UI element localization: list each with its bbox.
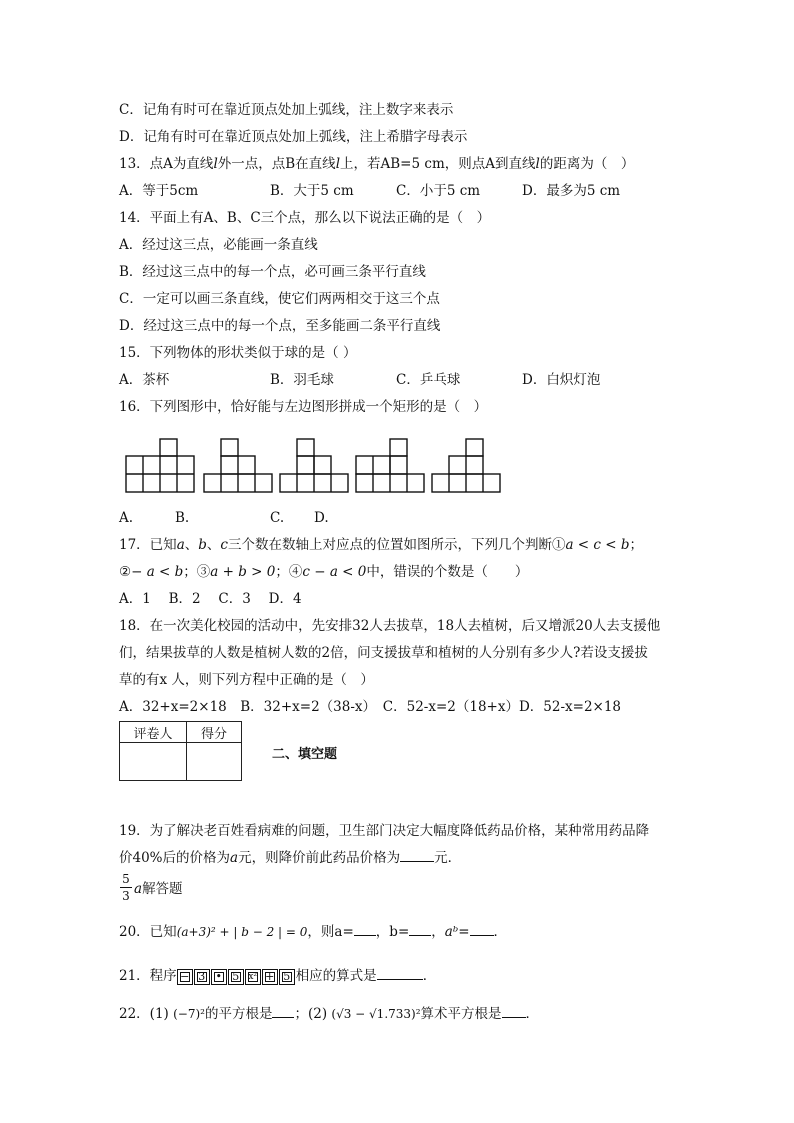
- q20-power: aᵇ: [444, 924, 459, 940]
- answer-line: [134, 880, 183, 898]
- q22-stem: [119, 1005, 539, 1023]
- q20-text: ，: [431, 924, 445, 940]
- answer-blank-b[interactable]: [409, 935, 431, 936]
- var-c: c: [220, 537, 228, 553]
- q22-text: ．: [525, 1006, 540, 1022]
- answer-blank-1[interactable]: [272, 1017, 294, 1018]
- q16-option-c: C.: [270, 510, 285, 526]
- answer-blank[interactable]: [377, 979, 423, 980]
- fraction-bar: [120, 887, 132, 888]
- q19-text: 元，则降价前此药品价格为: [238, 850, 401, 866]
- q17-options: A．1 B．2 C．3 D．4: [119, 591, 302, 607]
- q13-stem-part: 的距离为（ ）: [539, 156, 635, 172]
- q17-stem: [119, 536, 643, 554]
- q17-text: ；: [629, 537, 644, 553]
- grading-table: [119, 721, 242, 781]
- q13-option-b: B．大于5 cm: [270, 183, 354, 199]
- q22-expression-1: (−7)²: [173, 1007, 205, 1021]
- q17-text: ；③: [183, 564, 211, 580]
- q17-text: 17．已知: [119, 537, 177, 553]
- q20-text: =: [458, 924, 470, 940]
- calc-key-square: x²: [245, 969, 261, 985]
- calc-key-3: 3: [194, 969, 210, 985]
- q22-text: 22．(1): [119, 1006, 174, 1022]
- q19-stem-line2: [119, 849, 461, 867]
- q15-option-c: C．乒乓球: [396, 372, 461, 388]
- q13-stem-part: 上，若AB=5 cm，则点A到直线: [340, 156, 536, 172]
- q20-stem: [119, 923, 507, 941]
- line-l-symbol: l: [535, 156, 540, 172]
- q21-text: 相应的算式是: [295, 968, 377, 984]
- q15-option-d: D．白炽灯泡: [522, 372, 601, 388]
- q19-text: 价40%后的价格为: [119, 850, 231, 866]
- calc-key-minus: −: [177, 969, 193, 985]
- q20-text: ．: [493, 924, 508, 940]
- section-title: 二、填空题: [272, 747, 338, 762]
- q20-text: ，b=: [375, 924, 410, 940]
- q14-option-b: B．经过这三点中的每一个点，必可画三条平行直线: [119, 264, 426, 280]
- q16-figures: [120, 436, 510, 500]
- calc-key-plus: +: [262, 969, 278, 985]
- q16-option-a: A.: [119, 510, 134, 526]
- q15-option-a: A．茶杯: [119, 372, 170, 388]
- fraction-denominator: 3: [122, 889, 130, 903]
- q17-text: 、: [206, 537, 221, 553]
- inequality-3: a + b > 0: [210, 564, 276, 580]
- q16-stem: 16．下列图形中，恰好能与左边图形拼成一个矩形的是（ ）: [119, 399, 488, 415]
- q13-stem: [119, 155, 634, 173]
- q22-text: ；(2): [294, 1006, 332, 1022]
- var-a: a: [176, 537, 185, 553]
- score-header: 得分: [187, 722, 242, 743]
- q14-option-c: C．一定可以画三条直线，使它们两两相交于这三个点: [119, 291, 440, 307]
- figure-c: [356, 439, 424, 492]
- q22-text: 算术平方根是: [420, 1006, 502, 1022]
- q22-text: 的平方根是: [204, 1006, 273, 1022]
- figure-d: [432, 439, 500, 492]
- q22-expression-2: (√3 − √1.733)²: [331, 1007, 421, 1021]
- line-l-symbol: l: [335, 156, 341, 172]
- inequality-2: − a < b: [131, 564, 184, 580]
- q21-text: ．: [422, 968, 437, 984]
- q19-stem-line1: 19．为了解决老百姓看病难的问题，卫生部门决定大幅度降低药品价格，某种常用药品降: [119, 823, 650, 839]
- var-b: b: [198, 537, 207, 553]
- q18-stem-line1: 18．在一次美化校园的活动中，先安排32人去拔草，18人去植树，后又增派20人去支援他: [119, 618, 661, 634]
- answer-blank-a[interactable]: [354, 935, 376, 936]
- answer-blank[interactable]: [400, 861, 434, 862]
- answer-blank-ab[interactable]: [470, 935, 494, 936]
- var-a: a: [134, 881, 143, 897]
- q15-option-b: B．羽毛球: [270, 372, 334, 388]
- answer-label: 解答题: [142, 881, 183, 897]
- score-cell[interactable]: [187, 743, 242, 781]
- inequality-4: c − a < 0: [302, 564, 367, 580]
- block-figures-diagram: [120, 436, 510, 496]
- q13-option-c: C．小于5 cm: [396, 183, 481, 199]
- q21-stem: [119, 967, 436, 985]
- q14-option-d: D．经过这三点中的每一个点，至多能画二条平行直线: [119, 318, 441, 334]
- fraction-numerator: 5: [122, 872, 130, 886]
- q18-options: A．32+x=2×18 B．32+x=2（38-x） C．52-x=2（18+x）D．52-x=2×18: [119, 699, 622, 715]
- q20-expression: (a+3)² + | b − 2 | = 0: [176, 925, 308, 939]
- q16-option-b: B.: [175, 510, 190, 526]
- q17-text: ；④: [275, 564, 303, 580]
- q20-text: 20．已知: [119, 924, 177, 940]
- answer-blank-2[interactable]: [502, 1017, 526, 1018]
- q21-text: 21．程序: [119, 968, 177, 984]
- q14-stem: 14．平面上有A、B、C三个点，那么以下说法正确的是（ ）: [119, 210, 491, 226]
- q17-text: 、: [184, 537, 199, 553]
- grader-header: 评卷人: [120, 722, 187, 743]
- inequality-1: a < c < b: [565, 537, 630, 553]
- q13-stem-part: 13．点A为直线: [119, 156, 214, 172]
- calc-key-5: 5: [279, 969, 295, 985]
- q15-stem: 15．下列物体的形状类似于球的是（ ）: [119, 345, 357, 361]
- q18-stem-line3: 草的有x 人，则下列方程中正确的是（ ）: [119, 672, 374, 688]
- figure-b: [280, 439, 348, 492]
- q17-stem-line2: [119, 563, 528, 581]
- q12-option-d: D．记角有时可在靠近顶点处加上弧线，注上希腊字母表示: [119, 129, 468, 145]
- figure-reference: [126, 439, 194, 492]
- q17-text: ②: [119, 564, 132, 580]
- q17-text: 中，错误的个数是（ ）: [366, 564, 529, 580]
- figure-a: [204, 439, 272, 492]
- calc-key-5: 5: [228, 969, 244, 985]
- q16-option-d: D.: [314, 510, 329, 526]
- q18-stem-line2: 们，结果拔草的人数是植树人数的2倍，问支援拔草和植树的人分别有多少人?若设支援拔: [119, 645, 648, 661]
- q12-option-c: C．记角有时可在靠近顶点处加上弧线，注上数字来表示: [119, 102, 454, 118]
- line-l-symbol: l: [213, 156, 218, 172]
- fraction-5-3: [120, 872, 132, 903]
- q20-text: ，则a=: [307, 924, 354, 940]
- calc-key-dot: •: [211, 969, 227, 985]
- var-a: a: [230, 850, 239, 866]
- q13-option-d: D．最多为5 cm: [522, 183, 621, 199]
- q19-text: 元．: [434, 850, 462, 866]
- q13-stem-part: 外一点，点B在直线: [217, 156, 336, 172]
- q14-option-a: A．经过这三点，必能画一条直线: [119, 237, 318, 253]
- grader-cell[interactable]: [120, 743, 187, 781]
- q13-option-a: A．等于5cm: [119, 183, 199, 199]
- q17-text: 三个数在数轴上对应点的位置如图所示，下列几个判断①: [227, 537, 566, 553]
